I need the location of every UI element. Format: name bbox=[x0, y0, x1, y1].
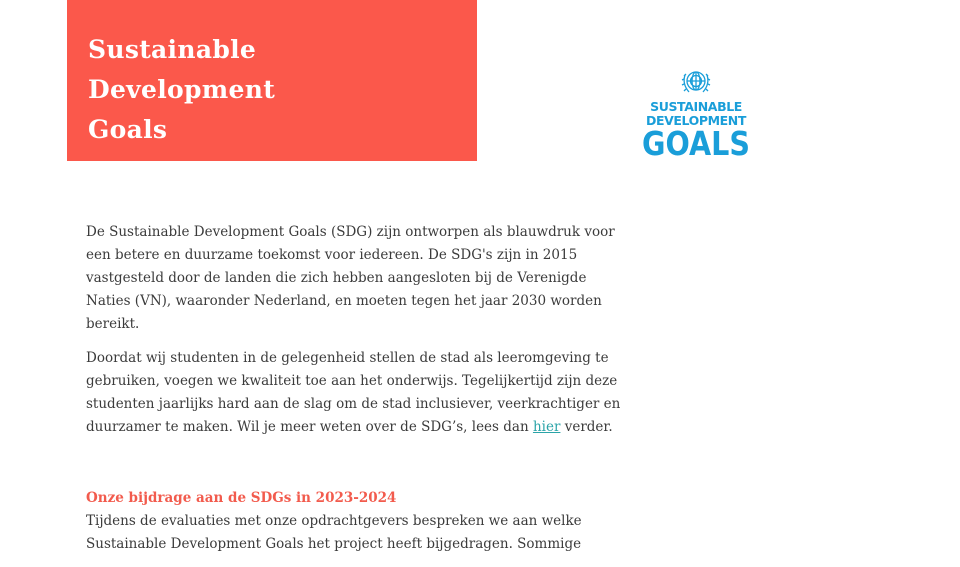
page-title: Sustainable Development Goals bbox=[88, 35, 276, 144]
intro-paragraph-1: De Sustainable Development Goals (SDG) zijn ontworpen als blauwdruk voor een betere en duurzame toekomst voor iedereen. De SDG's zijn in 2015 vastgesteld door de landen die zich hebben aangesloten bij de Verenigde Naties (VN), waaronder Nederland, en moeten tegen het jaar 2030 worden bereikt. bbox=[86, 224, 615, 332]
logo-line-sustainable: SUSTAINABLE bbox=[650, 99, 742, 114]
intro-paragraph-2-text: Doordat wij studenten in de gelegenheid stellen de stad als leeromgeving te gebruiken, voegen we kwaliteit toe aan het onderwijs. Tegelijkertijd zijn deze studenten jaarlijks hard aan de slag om de stad inclusiever, veerkrachtiger en duurzamer te maken. Wil je meer weten over de SDG’s, lees dan bbox=[86, 350, 621, 435]
logo-line-development: DEVELOPMENT bbox=[645, 113, 746, 128]
sdg-more-info-link[interactable]: hier bbox=[532, 419, 561, 435]
intro-paragraph-2 bbox=[86, 347, 626, 439]
un-emblem-icon bbox=[680, 66, 712, 98]
logo-goals-wordmark bbox=[642, 124, 752, 163]
header-banner bbox=[67, 0, 477, 161]
svg-text:GOALS: GOALS bbox=[642, 124, 750, 163]
section-heading: Onze bijdrage aan de SDGs in 2023-2024 bbox=[86, 490, 397, 506]
section-paragraph: Tijdens de evaluaties met onze opdrachtgevers bespreken we aan welke Sustainable Development Goals het project heeft bijgedragen. Sommige bbox=[86, 513, 582, 552]
intro-paragraph-2-end: verder. bbox=[560, 419, 613, 435]
main-content bbox=[86, 221, 626, 567]
sdg-logo bbox=[640, 66, 752, 162]
